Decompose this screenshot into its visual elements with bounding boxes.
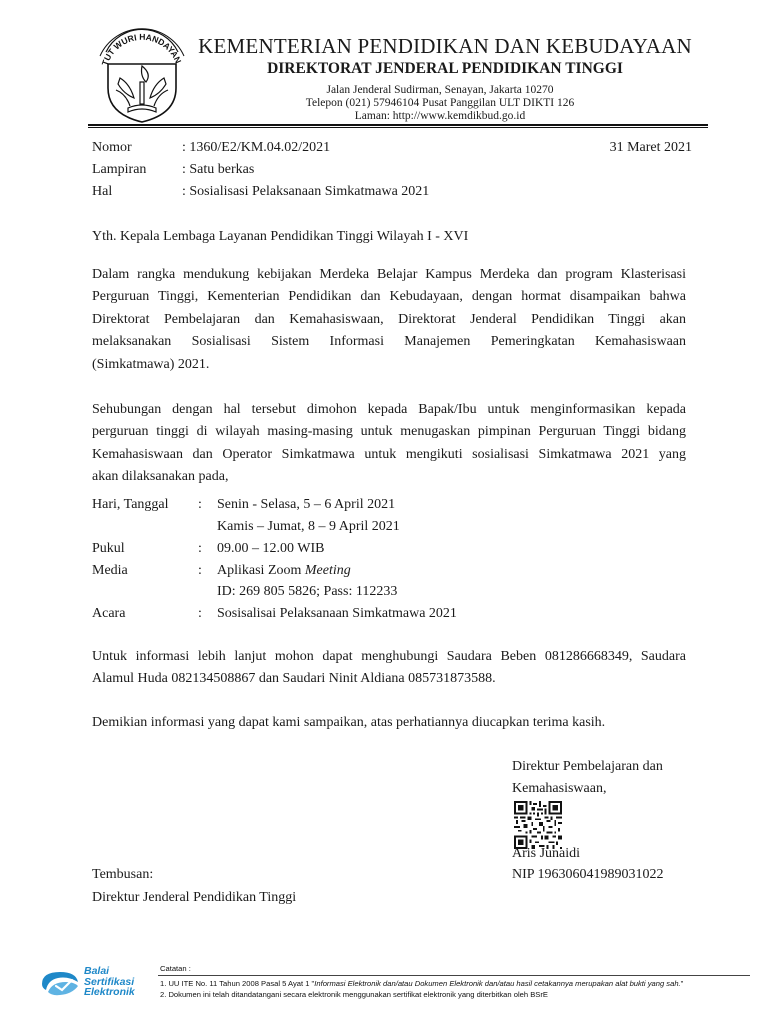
schedule-media-value: [217, 563, 351, 579]
schedule-day-label: Hari, Tanggal: [92, 497, 169, 512]
paragraph-2: [92, 399, 686, 489]
schedule-media-label: Media: [92, 563, 128, 578]
paragraph-line: Dalam rangka mendukung kebijakan Merdeka Belajar Kampus Merdeka dan program Klasterisasi: [92, 267, 686, 282]
schedule-colon: :: [198, 497, 202, 512]
bsre-logo-text: [84, 966, 135, 998]
closing-sentence: Demikian informasi yang dapat kami sampaikan, atas perhatiannya diucapkan terima kasih.: [92, 715, 606, 730]
footer-divider: [158, 975, 750, 976]
paragraph-line: perguruan tinggi di wilayah masing-masing untuk menugaskan pimpinan Perguruan Tinggi bidang: [92, 424, 686, 440]
schedule-colon: :: [198, 563, 202, 578]
directorate-name: DIREKTORAT JENDERAL PENDIDIKAN TINGGI: [267, 60, 623, 77]
cc-item: Direktur Jenderal Pendidikan Tinggi: [92, 890, 297, 905]
cc-label: Tembusan:: [92, 867, 154, 882]
letterhead-divider-thin: [88, 127, 708, 128]
tut-wuri-handayani-emblem: [86, 18, 198, 130]
schedule-event-value: Sosisalisai Pelaksanaan Simkatmawa 2021: [217, 606, 457, 621]
signatory-name: Aris Junaidi: [512, 846, 581, 861]
paragraph-line: Sehubungan dengan hal tersebut dimohon kepada Bapak/Ibu untuk menginformasikan kepada: [92, 402, 686, 417]
paragraph-line: melaksanakan Sosialisasi Sistem Informasi Manajemen Pemeringkatan Kemahasiswaan: [92, 334, 686, 350]
note-1-quote: Informasi Elektronik dan/atau Dokumen Elektronik dan/atau hasil cetakannya merupakan alat bukti yang sah.: [314, 979, 681, 988]
letterhead-divider: [88, 124, 708, 126]
footer-catatan: Catatan :: [160, 964, 191, 973]
nomor-value: : 1360/E2/KM.04.02/2021: [182, 140, 331, 155]
paragraph-3: [92, 646, 686, 691]
ministry-name: KEMENTERIAN PENDIDIKAN DAN KEBUDAYAAN: [198, 34, 692, 58]
paragraph-line: (Simkatmawa) 2021.: [92, 356, 210, 372]
lampiran-label: Lampiran: [92, 162, 147, 177]
schedule-colon: :: [198, 606, 202, 621]
bsre-text-line: Sertifikasi: [84, 975, 135, 988]
schedule-time-label: Pukul: [92, 541, 125, 556]
paragraph-line: akan dilaksanakan pada,: [92, 469, 229, 485]
schedule-day-value: Senin - Selasa, 5 – 6 April 2021: [217, 497, 396, 512]
hal-label: Hal: [92, 184, 113, 199]
paragraph-line: Alamul Huda 082134508867 dan Saudari Ninit Aldiana 085731873588.: [92, 671, 496, 687]
svg-text:TUT WURI HANDAYANI: TUT WURI HANDAYAN: [99, 31, 184, 67]
media-app: Aplikasi Zoom: [217, 563, 305, 578]
letter-date: 31 Maret 2021: [609, 140, 692, 155]
note-1-suffix: ": [680, 979, 684, 988]
qr-code-icon: [514, 801, 562, 849]
hal-value: : Sosialisasi Pelaksanaan Simkatmawa 2021: [182, 184, 430, 199]
signatory-nip: NIP 196306041989031022: [512, 867, 664, 882]
paragraph-1: [92, 264, 686, 376]
website-line: Laman: http://www.kemdikbud.go.id: [354, 110, 526, 122]
recipient: Yth. Kepala Lembaga Layanan Pendidikan Tinggi Wilayah I - XVI: [92, 229, 469, 244]
paragraph-line: Kemahasiswaan dan Operator Simkatmawa untuk mengikuti sosialisasi Simkatmawa 2021 yang: [92, 446, 686, 462]
schedule-event-label: Acara: [92, 606, 126, 621]
footer-note-2: 2. Dokumen ini telah ditandatangani secara elektronik menggunakan sertifikat elektronik yang diterbitkan oleh BSrE: [160, 990, 548, 999]
footer-note-1: [160, 979, 683, 988]
phone-line: Telepon (021) 57946104 Pusat Panggilan ULT DIKTI 126: [305, 97, 575, 109]
paragraph-line: Untuk informasi lebih lanjut mohon dapat menghubungi Saudara Beben 081286668349, Saudara: [92, 649, 686, 664]
schedule-colon: :: [198, 541, 202, 556]
signatory-title-2: Kemahasiswaan,: [512, 781, 607, 796]
note-1-prefix: 1. UU ITE No. 11 Tahun 2008 Pasal 5 Ayat 1 ": [160, 979, 315, 988]
paragraph-line: Direktorat Pembelajaran dan Kemahasiswaan, Direktorat Jenderal Pendidikan Tinggi akan: [92, 311, 686, 327]
media-app-italic: Meeting: [304, 563, 351, 578]
address-line: Jalan Jenderal Sudirman, Senayan, Jakarta 10270: [326, 84, 554, 96]
signatory-title: Direktur Pembelajaran dan: [512, 759, 663, 774]
nomor-label: Nomor: [92, 140, 132, 155]
schedule-media-id: ID: 269 805 5826; Pass: 112233: [217, 584, 398, 599]
lampiran-value: : Satu berkas: [182, 162, 255, 177]
bsre-text-line: Elektronik: [84, 986, 135, 998]
schedule-day-value-2: Kamis – Jumat, 8 – 9 April 2021: [217, 519, 400, 534]
bsre-text-line: Balai: [84, 965, 110, 977]
paragraph-line: Perguruan Tinggi, Kementerian Pendidikan dan Kebudayaan, dengan hormat disampaikan bahwa: [92, 289, 686, 305]
bsre-logo-icon: [38, 968, 82, 998]
schedule-time-value: 09.00 – 12.00 WIB: [217, 541, 325, 556]
